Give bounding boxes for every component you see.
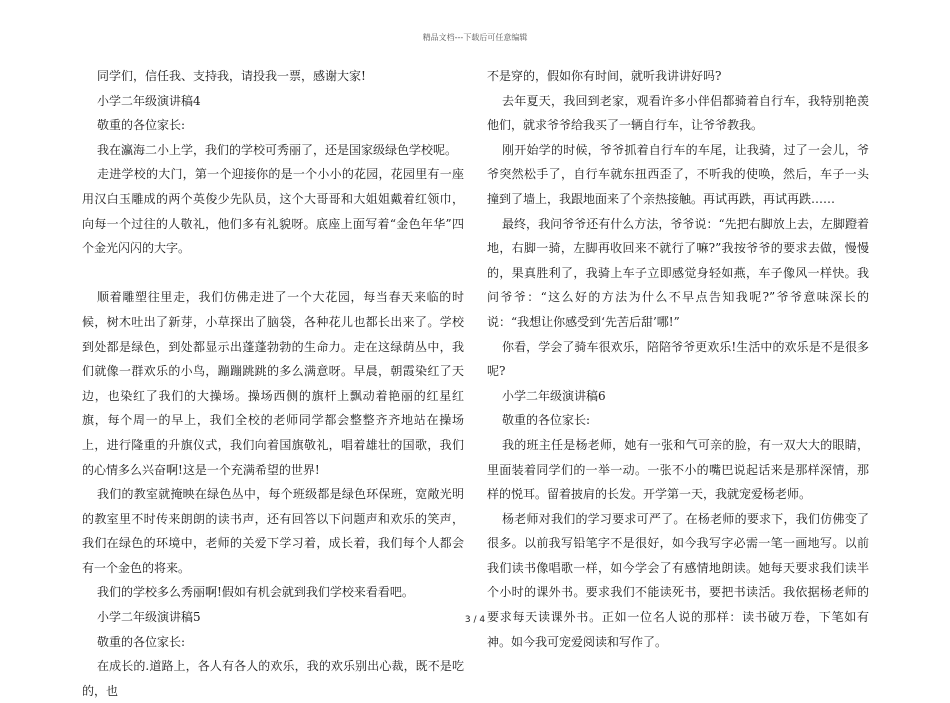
blank-line: [82, 261, 464, 286]
paragraph: 我们的教室就掩映在绿色丛中，每个班级都是绿色环保班，宽敞光明的教室里不时传来朗朗的读书声，还有回答以下问题声和欢乐的笑声，我们在绿色的环境中，老师的关爱下学习着，成长着，我们每个人都会有一个金色的将来。: [82, 487, 464, 575]
paragraph: 顺着雕塑往里走，我们仿佛走进了一个大花园，每当春天来临的时候，树木吐出了新芽，小草探出了脑袋，各种花儿也都长出来了。学校到处都是绿色，到处都显示出蓬蓬勃勃的生命力。走在这绿荫丛中，我们就像一群欢乐的小鸟，蹦蹦跳跳的多么满意呀。早晨，朝霞染红了天边，也染红了我们的大操场。操场西侧的旗杆上飘动着艳丽的红星红旗，每个周一的早上，我们全校的老师同学都会整整齐齐地站在操场上，进行隆重的升旗仪式，我们向着国旗敬礼，唱着雄壮的国歌，我们的心情多么兴奋啊!这是一个充满希望的世界!: [82, 290, 464, 477]
section-heading: 小学二年级演讲稿4: [97, 93, 201, 108]
paragraph: 我的班主任是杨老师，她有一张和气可亲的脸，有一双大大的眼睛，里面装着同学们的一举一动。一张不小的嘴巴说起话来是那样深情，那样的悦耳。留着披肩的长发。开学第一天，我就宠爱杨老师。: [487, 437, 869, 502]
paragraph: 我在瀛海二小上学，我们的学校可秀丽了，还是国家级绿色学校呢。: [97, 142, 458, 157]
paragraph: 不是穿的，假如你有时间，就听我讲讲好吗?: [487, 69, 722, 83]
section-heading: 小学二年级演讲稿6: [502, 388, 606, 403]
left-column: [82, 64, 464, 703]
paragraph: 刚开始学的时候，爷爷抓着自行车的车尾，让我骑，过了一会儿，爷爷突然松手了，自行车就东扭西歪了，不听我的使唤，然后，车子一头撞到了墙上，我跟地面来了个亲热接触。再试再跌，再试再跌……: [487, 142, 869, 206]
paragraph: 去年夏天，我回到老家，观看许多小伴侣都骑着自行车，我特别艳羡他们，就求爷爷给我买了一辆自行车，让爷爷教我。: [487, 93, 869, 133]
paragraph: 你看，学会了骑车很欢乐，陪陪爷爷更欢乐!生活中的欢乐是不是很多呢?: [487, 339, 869, 379]
salutation: 敬重的各位家长:: [97, 118, 186, 133]
salutation: 敬重的各位家长:: [97, 634, 186, 649]
page-header: 精品文档---下载后可任意编辑: [422, 33, 528, 42]
section-heading: 小学二年级演讲稿5: [97, 610, 201, 625]
paragraph: 在成长的.道路上，各人有各人的欢乐，我的欢乐别出心裁，既不是吃的，也: [82, 659, 464, 698]
right-column: [487, 64, 869, 654]
paragraph: 杨老师对我们的学习要求可严了。在杨老师的要求下，我们仿佛变了很多。以前我写铅笔字不是很好，如今我写字必需一笔一画地写。以前我们读书像唱歌一样，如今学会了有感情地朗读。她每天要求我们读半个小时的课外书。要求我们不能读死书，要把书读活。我依据杨老师的要求每天读课外书。正如一位名人说的那样：读书破万卷，下笔如有神。如今我可宠爱阅读和写作了。: [487, 511, 869, 649]
page-number: 3 / 4: [464, 615, 486, 625]
paragraph: 最终，我问爷爷还有什么方法，爷爷说：“先把右脚放上去，左脚蹬着地，右脚一骑，左脚再收回来不就行了嘛?”我按爷爷的要求去做，慢慢的，果真胜利了，我骑上车子立即感觉身轻如燕，车子像风一样快。我问爷爷：“这么好的方法为什么不早点告知我呢?”爷爷意味深长的说：“我想让你感受到‘先苦后甜’哪!”: [487, 216, 869, 329]
paragraph: 同学们，信任我、支持我，请投我一票，感谢大家!: [97, 69, 366, 83]
paragraph: 我们的学校多么秀丽啊!假如有机会就到我们学校来看看吧。: [97, 585, 414, 600]
paragraph: 走进学校的大门，第一个迎接你的是一个小小的花园，花园里有一座用汉白玉雕成的两个英俊少先队员，这个大哥哥和大姐姐戴着红领巾，向每一个过往的人敬礼，他们多有礼貌呀。底座上面写着“金色年华”四个金光闪闪的大字。: [82, 167, 464, 256]
salutation: 敬重的各位家长:: [502, 413, 591, 428]
